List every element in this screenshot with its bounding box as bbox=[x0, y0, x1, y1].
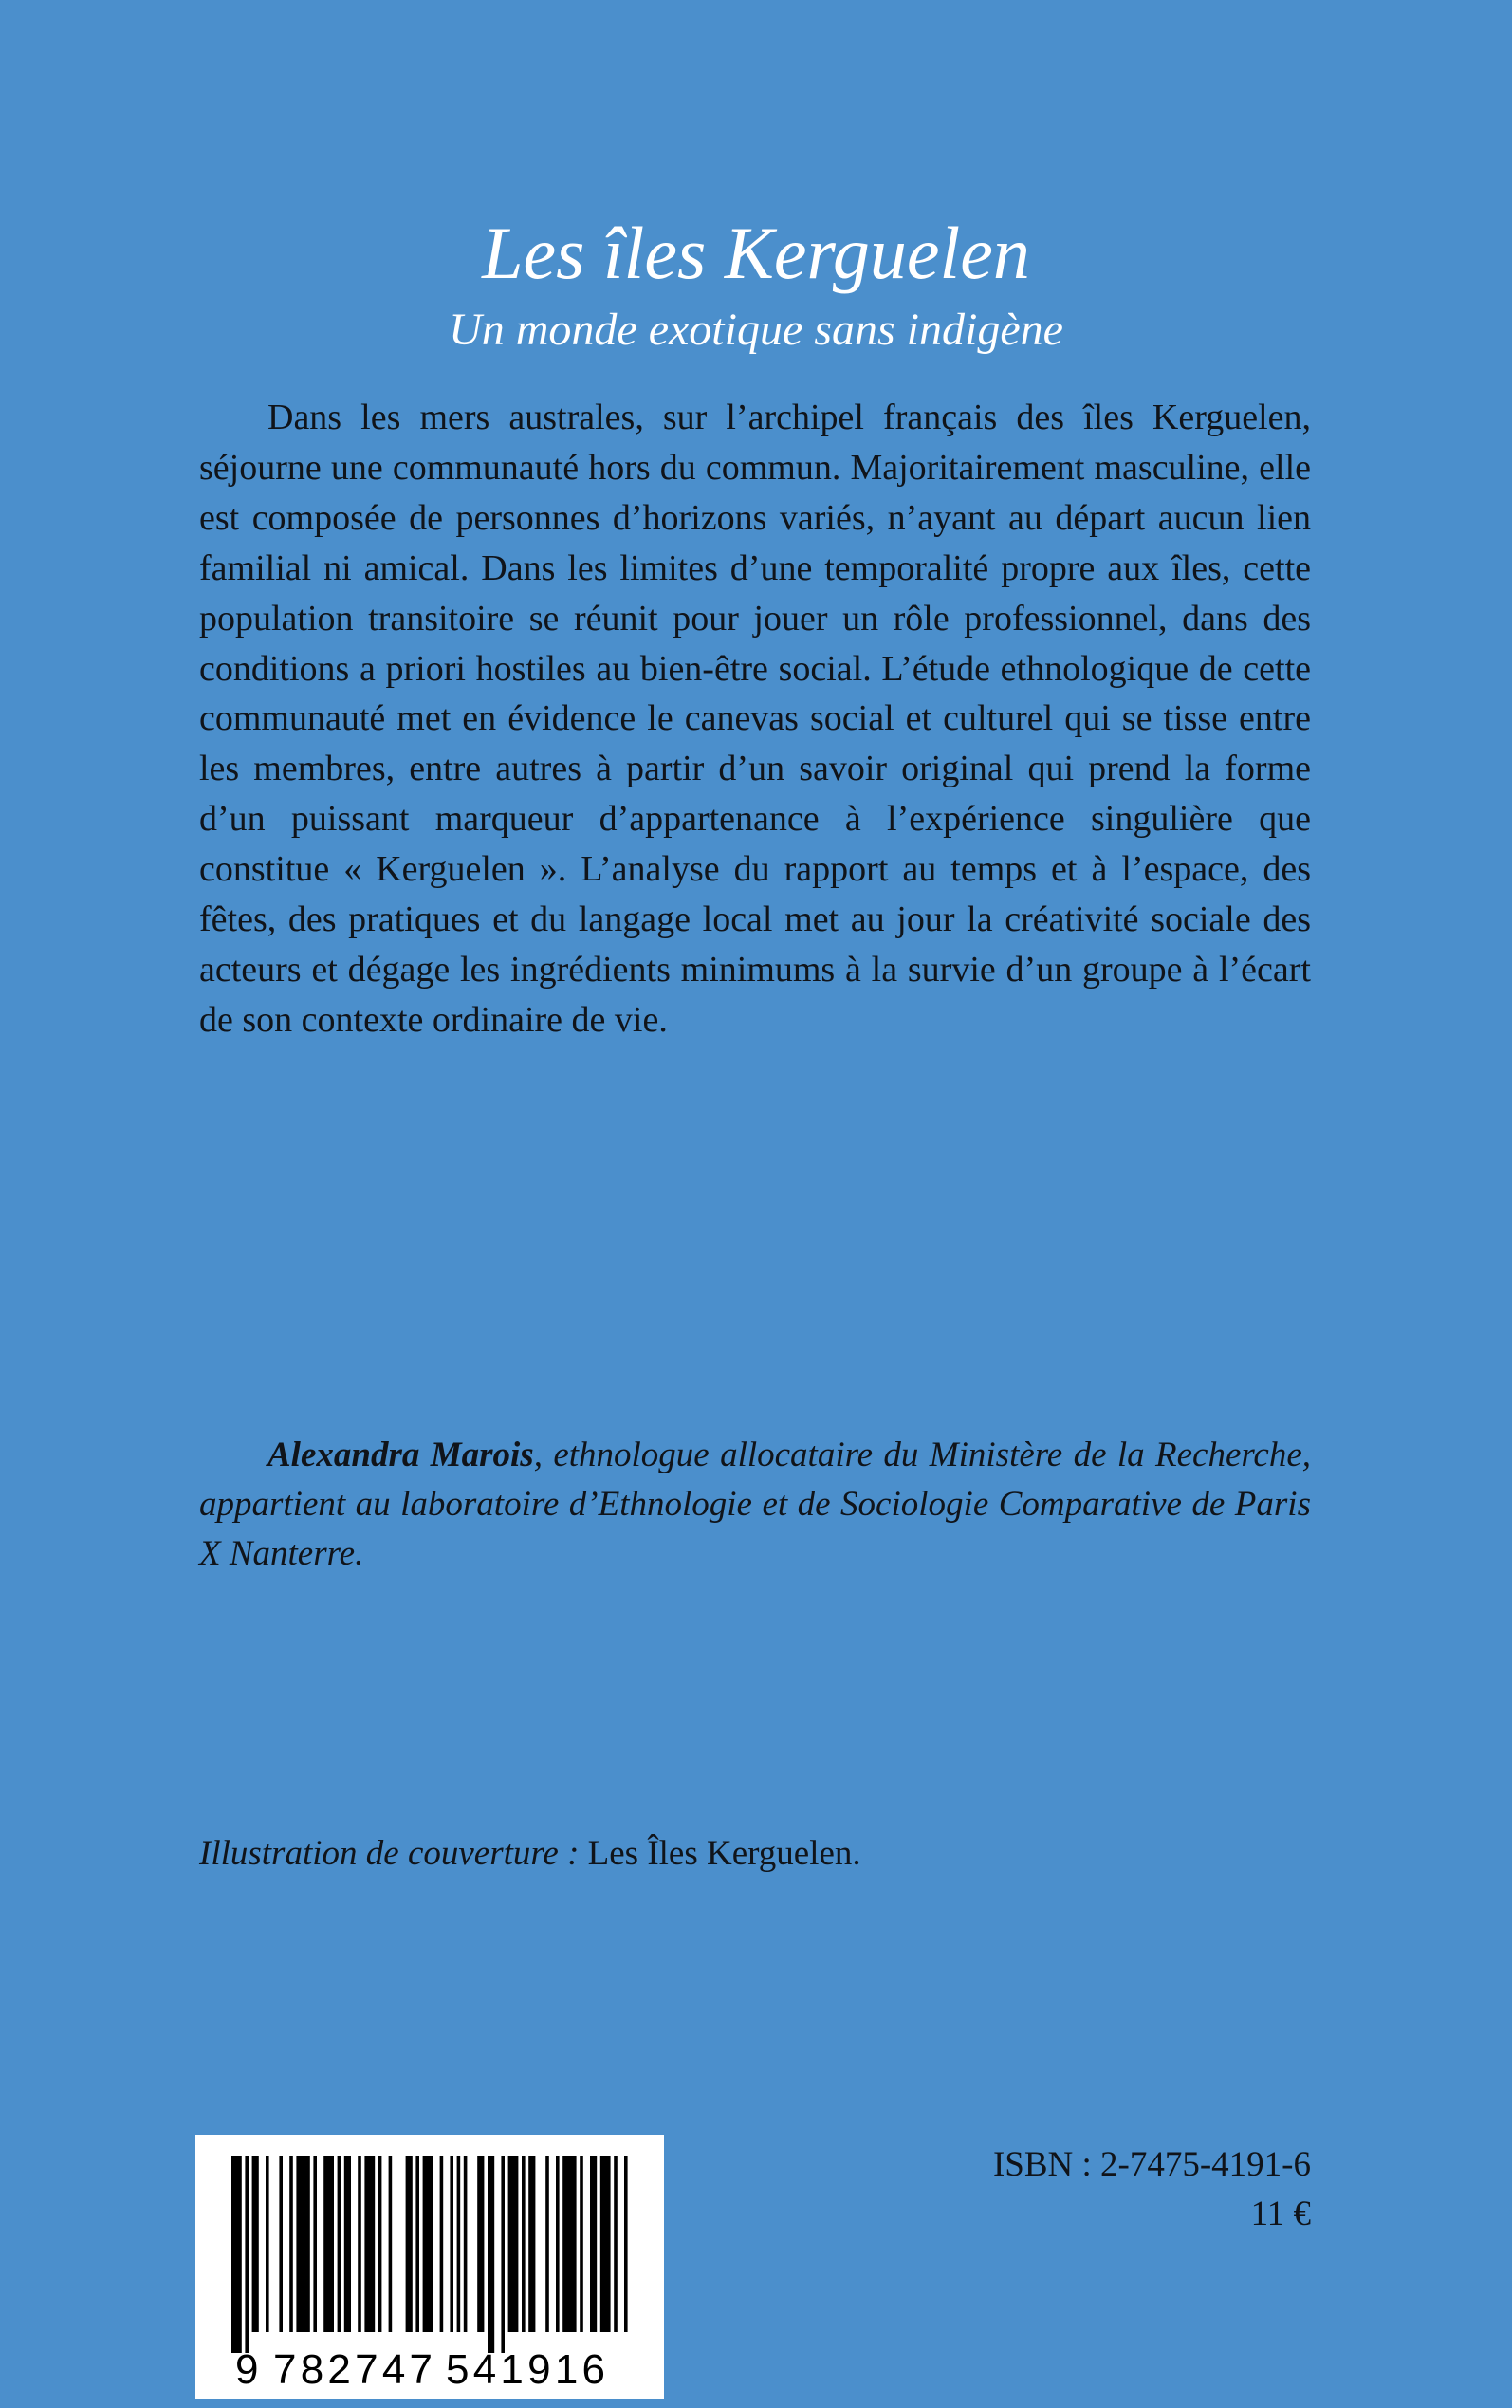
barcode-bar bbox=[522, 2156, 526, 2332]
barcode-graphic bbox=[195, 2135, 664, 2399]
barcode-bar bbox=[562, 2156, 576, 2332]
barcode-bar bbox=[313, 2156, 317, 2332]
barcode-bar bbox=[528, 2156, 535, 2332]
barcode-bar bbox=[457, 2156, 461, 2332]
book-subtitle: Un monde exotique sans indigène bbox=[449, 305, 1063, 355]
barcode-bar bbox=[389, 2156, 393, 2332]
barcode-bar bbox=[245, 2156, 249, 2353]
barcode-bar bbox=[590, 2156, 597, 2332]
barcode-bar bbox=[488, 2156, 494, 2353]
cover-illustration-credit bbox=[199, 1829, 861, 1879]
barcode-bar bbox=[358, 2156, 361, 2332]
barcode-bar bbox=[440, 2156, 444, 2332]
barcode-bar bbox=[406, 2156, 413, 2332]
barcode-bar bbox=[508, 2156, 519, 2332]
price: 11 € bbox=[1250, 2195, 1311, 2233]
barcode-bar bbox=[252, 2156, 259, 2332]
barcode-digit-lead: 9 bbox=[235, 2346, 259, 2393]
barcode-bar bbox=[323, 2156, 334, 2332]
illustration-value: Les Îles Kerguelen. bbox=[579, 1834, 861, 1873]
barcode-bar bbox=[344, 2156, 351, 2332]
barcode-bar bbox=[378, 2156, 382, 2332]
barcode-bar bbox=[556, 2156, 560, 2332]
author-name: Alexandra Marois bbox=[267, 1436, 534, 1474]
barcode-bar bbox=[464, 2156, 468, 2332]
barcode-bar bbox=[450, 2156, 453, 2332]
book-title: Les îles Kerguelen bbox=[482, 212, 1030, 294]
barcode-bar bbox=[279, 2156, 283, 2332]
isbn: ISBN : 2-7475-4191-6 bbox=[992, 2145, 1311, 2184]
barcode-bar bbox=[501, 2156, 505, 2353]
author-description: , ethnologue allocataire du Ministère de la Recherche, appartient au laboratoire d’Ethnologie et de Sociologie Comparative de Paris X Nanterre. bbox=[199, 1436, 1311, 1573]
barcode-bar bbox=[266, 2156, 269, 2332]
barcode-digits-right: 541916 bbox=[446, 2346, 605, 2393]
barcode-bar bbox=[600, 2156, 611, 2332]
barcode-digits-left: 782747 bbox=[273, 2346, 433, 2393]
illustration-label: Illustration de couverture : bbox=[199, 1834, 580, 1873]
author-bio bbox=[199, 1431, 1311, 1579]
blurb-paragraph: Dans les mers australes, sur l’archipel français des îles Kerguelen, séjourne une communauté hors du commun. Majoritairement masculine, elle est composée de personnes d’horizons variés, n’ayant au départ aucun lien familial ni amical. Dans les limites d’une temporalité propre aux îles, cette population transitoire se réunit pour jouer un rôle professionnel, dans des conditions a priori hostiles au bien-être social. L’étude ethnologique de cette communauté met en évidence le canevas social et culturel qui se tisse entre les membres, entre autres à partir d’un savoir original qui prend la forme d’un puissant marqueur d’appartenance à l’expérience singulière que constitue « Kerguelen ». L’analyse du rapport au temps et à l’espace, des fêtes, des pratiques et du langage local met au jour la créativité sociale des acteurs et dégage les ingrédients minimums à la survie d’un groupe à l’écart de son contexte ordinaire de vie. bbox=[199, 398, 1311, 1040]
barcode-bar bbox=[545, 2156, 549, 2332]
barcode-bar bbox=[296, 2156, 309, 2332]
barcode-bar bbox=[364, 2156, 375, 2332]
barcode-bar bbox=[423, 2156, 433, 2332]
barcode-bar bbox=[624, 2156, 628, 2332]
barcode-bar bbox=[289, 2156, 293, 2332]
barcode-bar bbox=[580, 2156, 583, 2332]
barcode-bar bbox=[338, 2156, 341, 2332]
barcode-bar bbox=[477, 2156, 484, 2332]
barcode-bar bbox=[415, 2156, 419, 2332]
barcode-bar bbox=[614, 2156, 618, 2332]
barcode-bar bbox=[231, 2156, 242, 2353]
barcode bbox=[195, 2135, 664, 2399]
